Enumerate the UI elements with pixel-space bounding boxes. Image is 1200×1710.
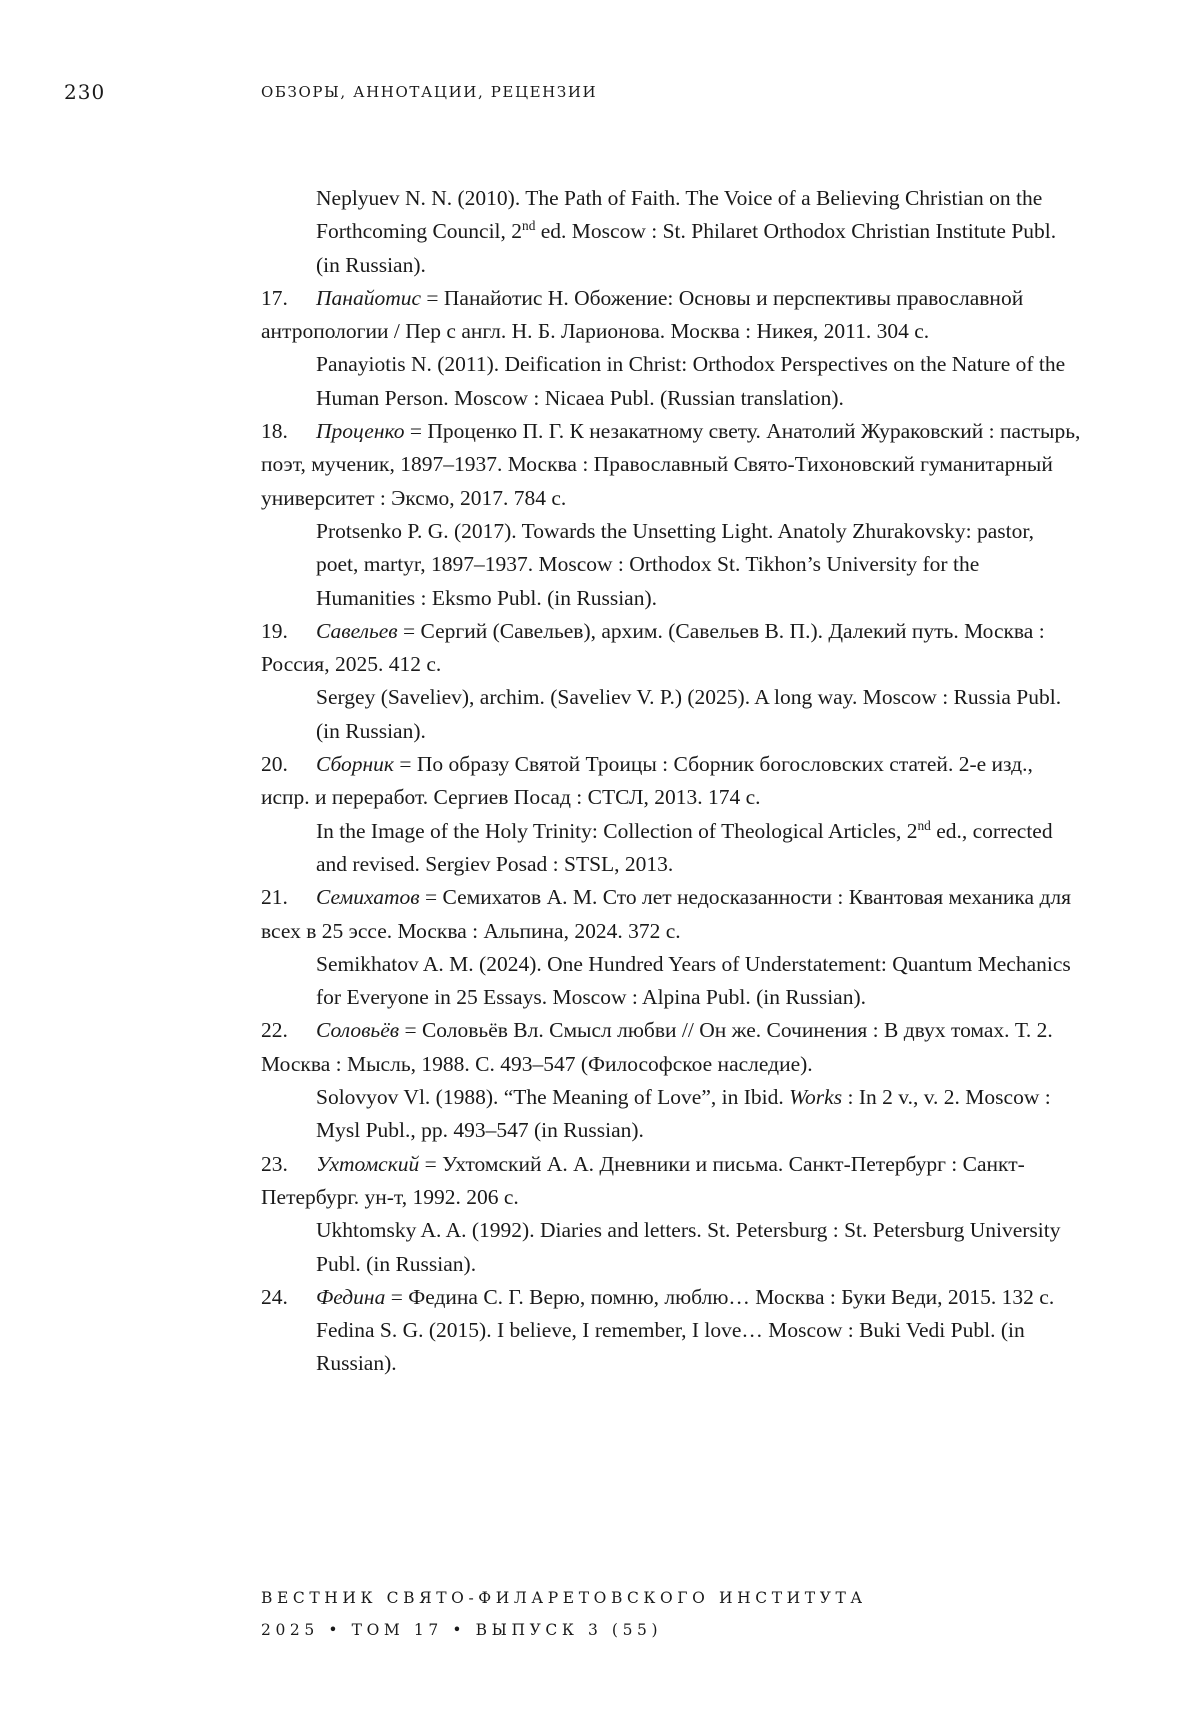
bibliography-list xyxy=(261,182,1081,1381)
entry-key: Соловьёв xyxy=(316,1018,399,1042)
entry-number: 18. xyxy=(261,415,316,448)
bibliography-entry xyxy=(261,1281,1081,1381)
section-title: ОБЗОРЫ, АННОТАЦИИ, РЕЦЕНЗИИ xyxy=(261,83,597,101)
journal-name: ВЕСТНИК СВЯТО-ФИЛАРЕТОВСКОГО ИНСТИТУТА xyxy=(261,1582,867,1614)
journal-footer xyxy=(261,1582,867,1646)
entry-english: In the Image of the Holy Trinity: Collection of Theological Articles, 2nd ed., corrected and revised. Sergiev Posad : STSL, 2013. xyxy=(261,815,1081,882)
entry-english: Neplyuev N. N. (2010). The Path of Faith. The Voice of a Believing Christian on the Forthcoming Council, 2nd ed. Moscow : St. Philaret Orthodox Christian Institute Publ. (in Russian). xyxy=(261,182,1081,282)
entry-russian: 17. Панайотис = Панайотис Н. Обожение: Основы и перспективы православной антропологии / Пер с англ. Н. Б. Ларионова. Москва : Никея, 2011. 304 с. xyxy=(261,282,1081,349)
entry-key: Проценко xyxy=(316,419,405,443)
entry-english: Protsenko P. G. (2017). Towards the Unsetting Light. Anatoly Zhurakovsky: pastor, poet, martyr, 1897–1937. Moscow : Orthodox St. Tikhon’s University for the Humanities : Eksmo Publ. (in Russian). xyxy=(261,515,1081,615)
entry-number: 22. xyxy=(261,1014,316,1047)
entry-russian: 20. Сборник = По образу Святой Троицы : Сборник богословских статей. 2-е изд., испр. и переработ. Сергиев Посад : СТСЛ, 2013. 174 с. xyxy=(261,748,1081,815)
entry-russian: 22. Соловьёв = Соловьёв Вл. Смысл любви // Он же. Сочинения : В двух томах. Т. 2. Москва : Мысль, 1988. С. 493–547 (Философское наследие). xyxy=(261,1014,1081,1081)
entry-key: Семихатов xyxy=(316,885,420,909)
entry-key: Федина xyxy=(316,1285,385,1309)
entry-english: Sergey (Saveliev), archim. (Saveliev V. P.) (2025). A long way. Moscow : Russia Publ. (in Russian). xyxy=(261,681,1081,748)
bibliography-entry xyxy=(261,1148,1081,1281)
entry-english: Solovyov Vl. (1988). “The Meaning of Love”, in Ibid. Works : In 2 v., v. 2. Moscow : Mysl Publ., pp. 493–547 (in Russian). xyxy=(261,1081,1081,1148)
entry-number: 19. xyxy=(261,615,316,648)
entry-english: Semikhatov A. M. (2024). One Hundred Years of Understatement: Quantum Mechanics for Everyone in 25 Essays. Moscow : Alpina Publ. (in Russian). xyxy=(261,948,1081,1015)
entry-russian: 23. Ухтомский = Ухтомский А. А. Дневники и письма. Санкт-Петербург : Санкт-Петербург. ун-т, 1992. 206 с. xyxy=(261,1148,1081,1215)
bibliography-entry xyxy=(261,415,1081,615)
running-head xyxy=(0,80,1200,110)
entry-key: Савельев xyxy=(316,619,398,643)
entry-english: Fedina S. G. (2015). I believe, I remember, I love… Moscow : Buki Vedi Publ. (in Russian). xyxy=(261,1314,1081,1381)
entry-key: Панайотис xyxy=(316,286,421,310)
entry-number: 17. xyxy=(261,282,316,315)
bibliography-entry xyxy=(261,615,1081,748)
entry-number: 24. xyxy=(261,1281,316,1314)
entry-number: 21. xyxy=(261,881,316,914)
entry-key: Сборник xyxy=(316,752,394,776)
entry-key: Ухтомский xyxy=(316,1152,419,1176)
entry-number: 20. xyxy=(261,748,316,781)
entry-english: Ukhtomsky A. A. (1992). Diaries and letters. St. Petersburg : St. Petersburg University Publ. (in Russian). xyxy=(261,1214,1081,1281)
journal-issue: 2025 • ТОМ 17 • ВЫПУСК 3 (55) xyxy=(261,1614,867,1646)
entry-russian: 24. Федина = Федина С. Г. Верю, помню, люблю… Москва : Буки Веди, 2015. 132 с. xyxy=(261,1281,1081,1314)
entry-english: Panayiotis N. (2011). Deification in Christ: Orthodox Perspectives on the Nature of the Human Person. Moscow : Nicaea Publ. (Russian translation). xyxy=(261,348,1081,415)
entry-number: 23. xyxy=(261,1148,316,1181)
bibliography-entry xyxy=(261,282,1081,415)
bibliography-entry xyxy=(261,1014,1081,1147)
bibliography-entry xyxy=(261,748,1081,881)
bibliography-entry xyxy=(261,881,1081,1014)
entry-russian: 21. Семихатов = Семихатов А. М. Сто лет недосказанности : Квантовая механика для всех в 25 эссе. Москва : Альпина, 2024. 372 с. xyxy=(261,881,1081,948)
bibliography-entry xyxy=(261,182,1081,282)
page-number: 230 xyxy=(64,80,105,104)
entry-russian: 18. Проценко = Проценко П. Г. К незакатному свету. Анатолий Жураковский : пастырь, поэт, мученик, 1897–1937. Москва : Православный Свято-Тихоновский гуманитарный университет : Эксмо, 2017. 784 с. xyxy=(261,415,1081,515)
entry-russian: 19. Савельев = Сергий (Савельев), архим. (Савельев В. П.). Далекий путь. Москва : Россия, 2025. 412 с. xyxy=(261,615,1081,682)
